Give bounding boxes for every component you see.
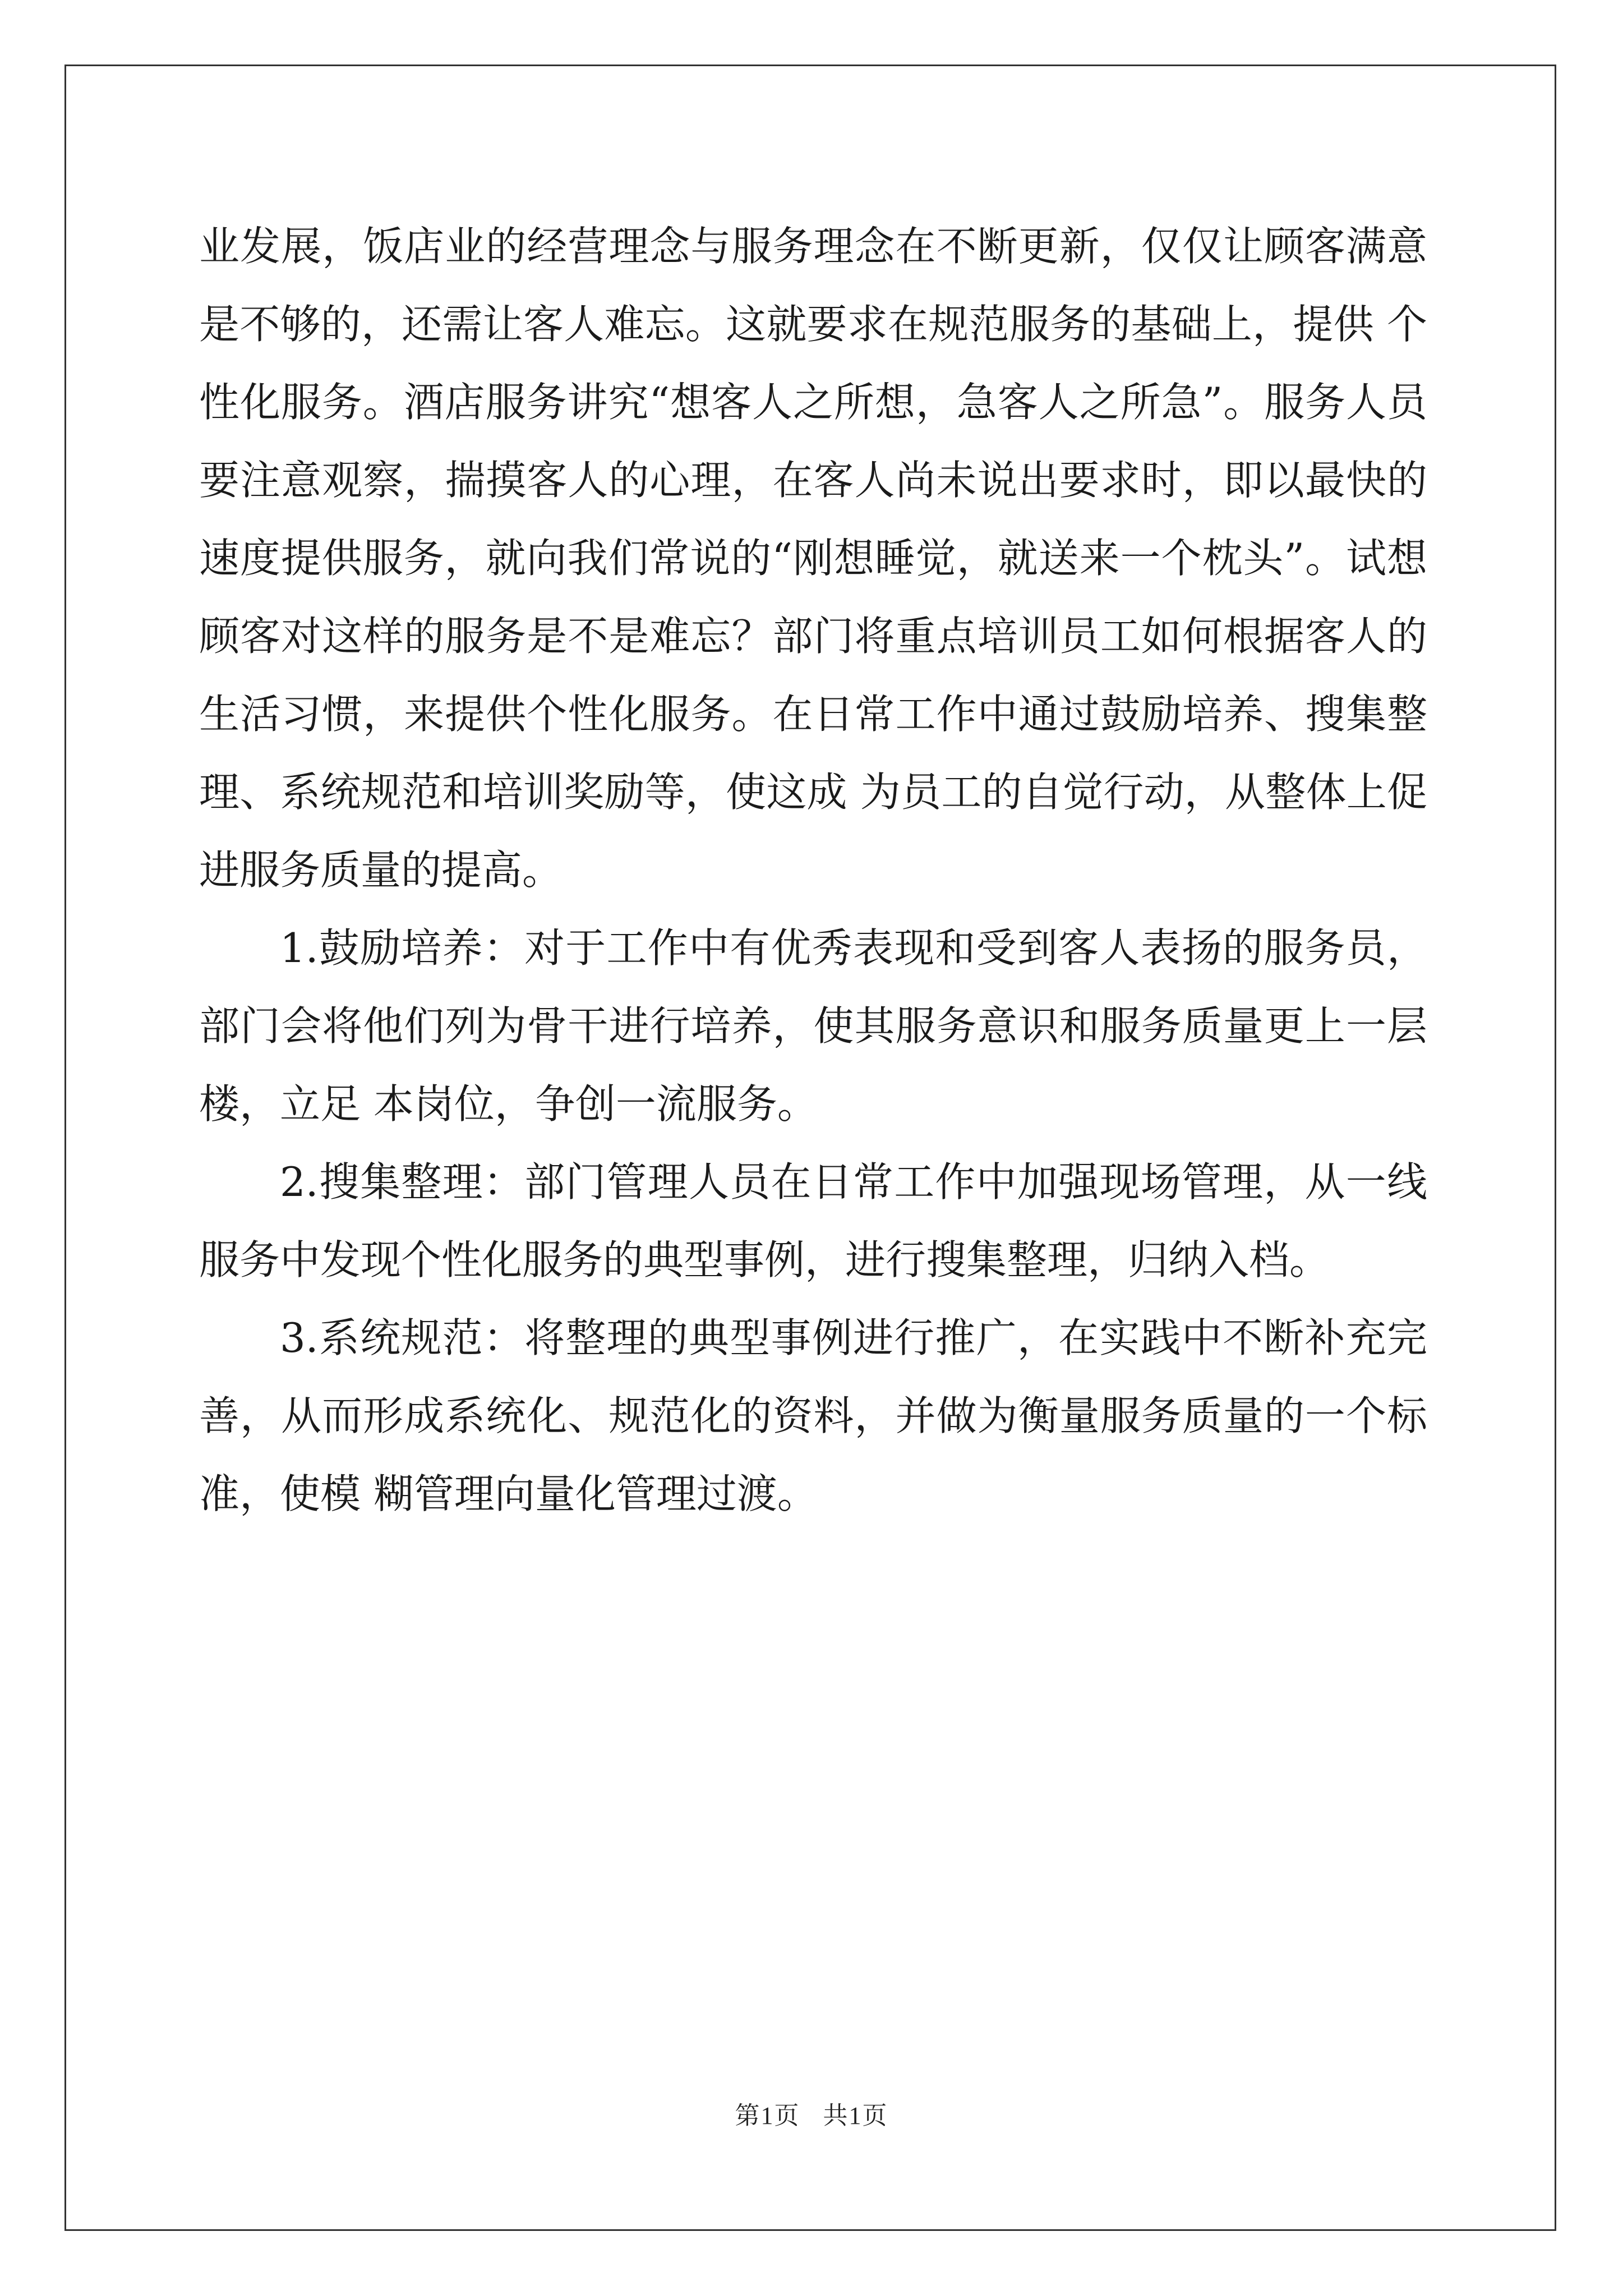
list-item-line: 2.搜集整理：部门管理人员在日常工作中加强现场管理，从一线	[280, 1158, 1427, 1205]
paragraph-line: 进服务质量的提高。	[199, 846, 563, 894]
paragraph-line: 业发展，饭店业的经营理念与服务理念在不断更新，仅仅让顾客满意	[199, 223, 1427, 270]
paragraph-line: 速度提供服务，就向我们常说的“刚想睡觉，就送来一个枕头”。试想	[199, 535, 1427, 582]
list-item-line: 服务中发现个性化服务的典型事例，进行搜集整理，归纳入档。	[199, 1236, 1330, 1283]
page-footer	[0, 2095, 1623, 2131]
paragraph-line: 生活习惯，来提供个性化服务。在日常工作中通过鼓励培养、搜集整	[199, 691, 1427, 738]
page-number: 第1页	[735, 2102, 800, 2129]
paragraph-line: 理、系统规范和培训奖励等，使这成 为员工的自觉行动，从整体上促	[199, 769, 1427, 816]
list-item-line: 1.鼓励培养：对于工作中有优秀表现和受到客人表扬的服务员，	[280, 924, 1427, 972]
list-item-line: 善，从而形成系统化、规范化的资料，并做为衡量服务质量的一个标	[199, 1392, 1427, 1439]
list-item-line: 楼，立足 本岗位，争创一流服务。	[199, 1080, 818, 1128]
paragraph-line: 是不够的，还需让客人难忘。这就要求在规范服务的基础上，提供 个	[199, 301, 1427, 348]
paragraph-line: 要注意观察，揣摸客人的心理，在客人尚未说出要求时，即以最快的	[199, 457, 1427, 504]
list-item-line: 准，使模 糊管理向量化管理过渡。	[199, 1470, 818, 1517]
document-body	[199, 208, 1427, 1533]
paragraph-line: 性化服务。酒店服务讲究“想客人之所想，急客人之所急”。服务人员	[199, 379, 1427, 426]
paragraph-line: 顾客对这样的服务是不是难忘？部门将重点培训员工如何根据客人的	[199, 613, 1427, 660]
list-item-line: 部门会将他们列为骨干进行培养，使其服务意识和服务质量更上一层	[199, 1002, 1427, 1050]
page-total: 共1页	[823, 2102, 888, 2129]
list-item-line: 3.系统规范：将整理的典型事例进行推广，在实践中不断补充完	[280, 1314, 1427, 1361]
